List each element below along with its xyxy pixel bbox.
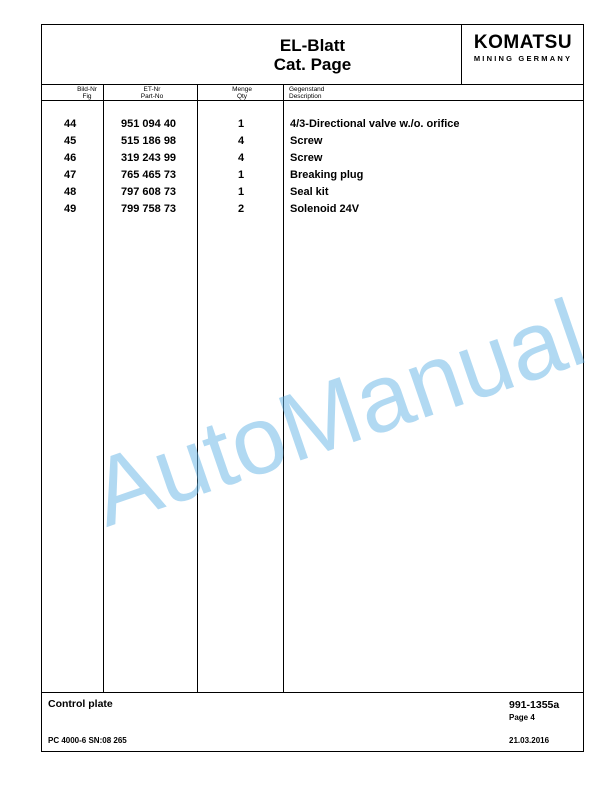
row-fig: 44 bbox=[64, 118, 77, 130]
table-row bbox=[42, 203, 583, 220]
watermark: AutoManual bbox=[78, 279, 598, 548]
col-desc-en: Description bbox=[289, 93, 322, 100]
row-desc: Seal kit bbox=[290, 186, 329, 198]
row-part: 797 608 73 bbox=[121, 186, 177, 198]
row-desc: Screw bbox=[290, 135, 323, 147]
row-desc: Breaking plug bbox=[290, 169, 364, 181]
row-fig: 45 bbox=[64, 135, 77, 147]
row-qty: 1 bbox=[238, 186, 245, 198]
logo-subtitle: MINING GERMANY bbox=[473, 54, 573, 63]
row-part: 799 758 73 bbox=[121, 203, 177, 215]
row-part: 765 465 73 bbox=[121, 169, 177, 181]
row-fig: 48 bbox=[64, 186, 77, 198]
document-number: 991-1355a bbox=[509, 699, 560, 711]
row-desc: 4/3-Directional valve w./o. orifice bbox=[290, 118, 460, 130]
col-part-de: ET-Nr bbox=[143, 86, 161, 93]
machine-serial: PC 4000-6 SN:08 265 bbox=[48, 736, 127, 745]
row-part: 319 243 99 bbox=[121, 152, 177, 164]
assembly-name: Control plate bbox=[48, 698, 113, 710]
column-header-row bbox=[42, 84, 583, 101]
table-row bbox=[42, 169, 583, 186]
komatsu-logo bbox=[462, 32, 584, 64]
page-number: Page 4 bbox=[509, 713, 535, 722]
col-fig-header bbox=[62, 86, 112, 100]
col-fig-en: Fig bbox=[82, 93, 92, 100]
table-row bbox=[42, 152, 583, 169]
col-qty-de: Menge bbox=[232, 86, 252, 93]
row-desc: Solenoid 24V bbox=[290, 203, 360, 215]
row-qty: 4 bbox=[238, 152, 245, 164]
logo-wordmark: KOMATSU bbox=[473, 32, 573, 53]
row-fig: 49 bbox=[64, 203, 77, 215]
col-desc-header bbox=[289, 86, 389, 100]
col-part-en: Part-No bbox=[140, 93, 164, 100]
table-row bbox=[42, 186, 583, 203]
col-qty-en: Qty bbox=[236, 93, 248, 100]
row-qty: 1 bbox=[238, 118, 245, 130]
issue-date: 21.03.2016 bbox=[509, 736, 550, 745]
row-desc: Screw bbox=[290, 152, 323, 164]
row-qty: 4 bbox=[238, 135, 245, 147]
page-header bbox=[42, 25, 583, 85]
row-qty: 2 bbox=[238, 203, 245, 215]
col-part-header bbox=[122, 86, 182, 100]
row-part: 515 186 98 bbox=[121, 135, 177, 147]
title-german: EL-Blatt bbox=[279, 36, 346, 55]
row-qty: 1 bbox=[238, 169, 245, 181]
col-qty-header bbox=[222, 86, 262, 100]
col-desc-de: Gegenstand bbox=[289, 86, 325, 93]
row-fig: 47 bbox=[64, 169, 77, 181]
col-fig-de: Bild-Nr bbox=[77, 86, 97, 93]
title-english: Cat. Page bbox=[273, 55, 352, 74]
table-row bbox=[42, 118, 583, 135]
row-fig: 46 bbox=[64, 152, 77, 164]
catalog-page-frame bbox=[41, 24, 584, 752]
table-row bbox=[42, 135, 583, 152]
row-part: 951 094 40 bbox=[121, 118, 177, 130]
footer-divider bbox=[42, 692, 583, 693]
